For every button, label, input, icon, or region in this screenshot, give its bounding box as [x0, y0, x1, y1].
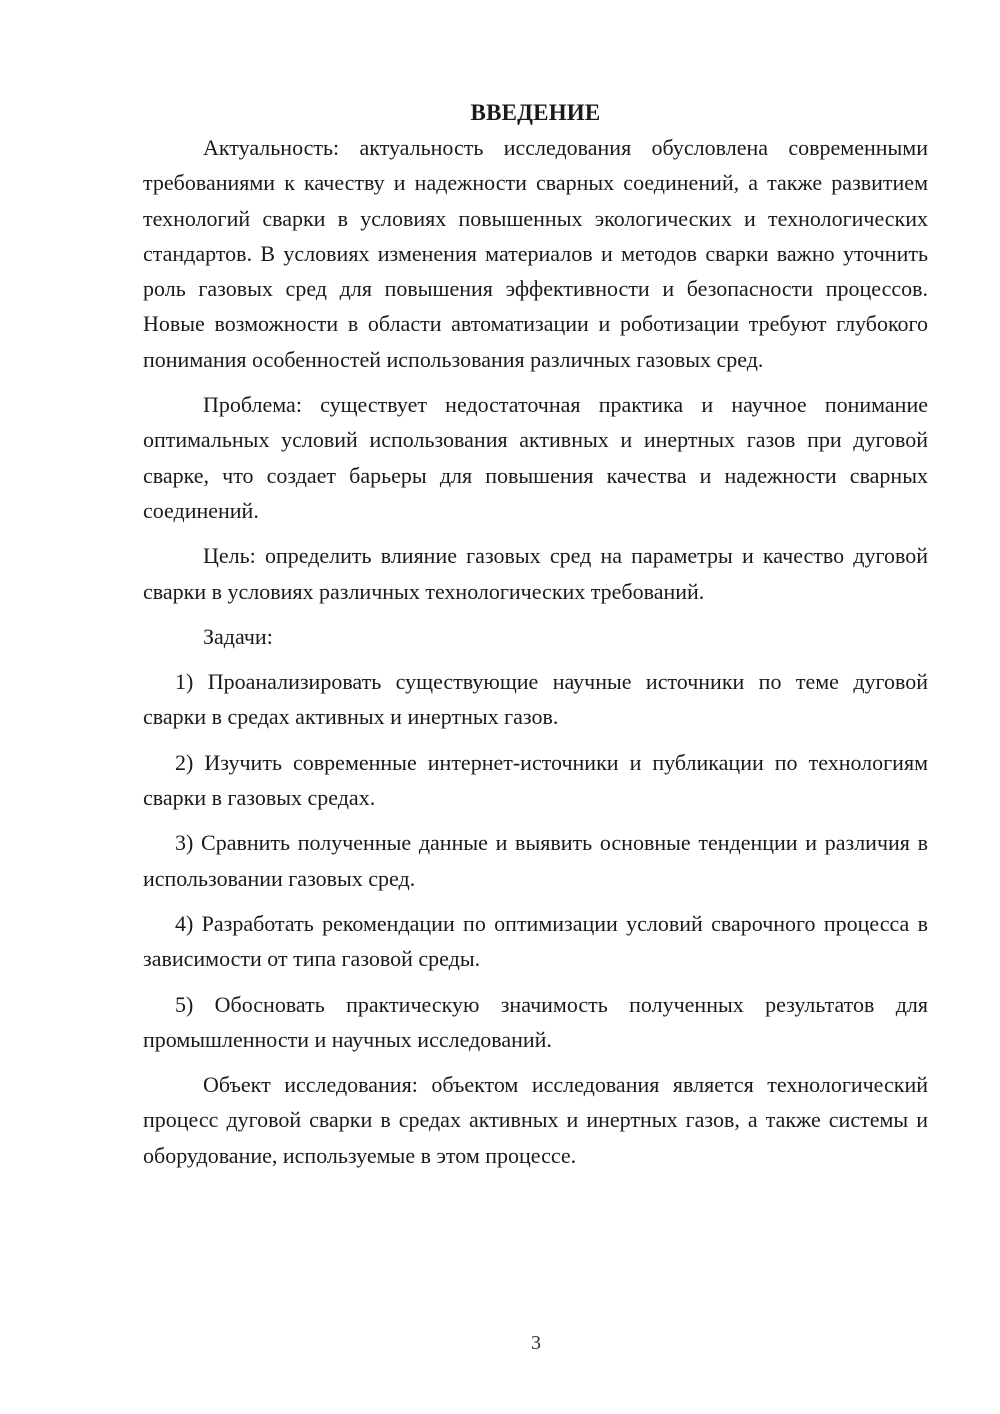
paragraph-goal: Цель: определить влияние газовых сред на параметры и качество дуговой сварки в условиях различных технологических требований.	[143, 543, 928, 604]
paragraph-problem: Проблема: существует недостаточная практика и научное понимание оптимальных условий использования активных и инертных газов при дуговой сварке, что создает барьеры для повышения качества и надежности сварных соединений.	[143, 392, 928, 523]
section-title: ВВЕДЕНИЕ	[470, 100, 601, 125]
task-item-3: 3) Сравнить полученные данные и выявить основные тенденции и различия в использовании газовых сред.	[143, 830, 928, 891]
paragraph-tasks-heading: Задачи:	[203, 623, 273, 649]
task-item-5: 5) Обосновать практическую значимость полученных результатов для промышленности и научных исследований.	[143, 991, 928, 1052]
task-item-1: 1) Проанализировать существующие научные источники по теме дуговой сварки в средах активных и инертных газов.	[143, 669, 928, 730]
page-number: 3	[531, 1332, 541, 1354]
task-item-4: 4) Разработать рекомендации по оптимизации условий сварочного процесса в зависимости от типа газовой среды.	[143, 910, 928, 972]
task-item-2: 2) Изучить современные интернет-источники и публикации по технологиям сварки в газовых средах.	[143, 749, 928, 811]
paragraph-object: Объект исследования: объектом исследования является технологический процесс дуговой сварки в средах активных и инертных газов, а также системы и оборудование, используемые в этом процессе.	[143, 1072, 928, 1168]
paragraph-relevance: Актуальность: актуальность исследования обусловлена современными требованиями к качеству и надежности сварных соединений, а также развитием технологий сварки в условиях повышенных экологических и технологических стандартов. В условиях изменения материалов и методов сварки важно уточнить роль газовых сред для повышения эффективности и безопасности процессов. Новые возможности в области автоматизации и роботизации требуют глубокого понимания особенностей использования различных газовых сред.	[143, 135, 928, 372]
document-page	[143, 95, 928, 1173]
